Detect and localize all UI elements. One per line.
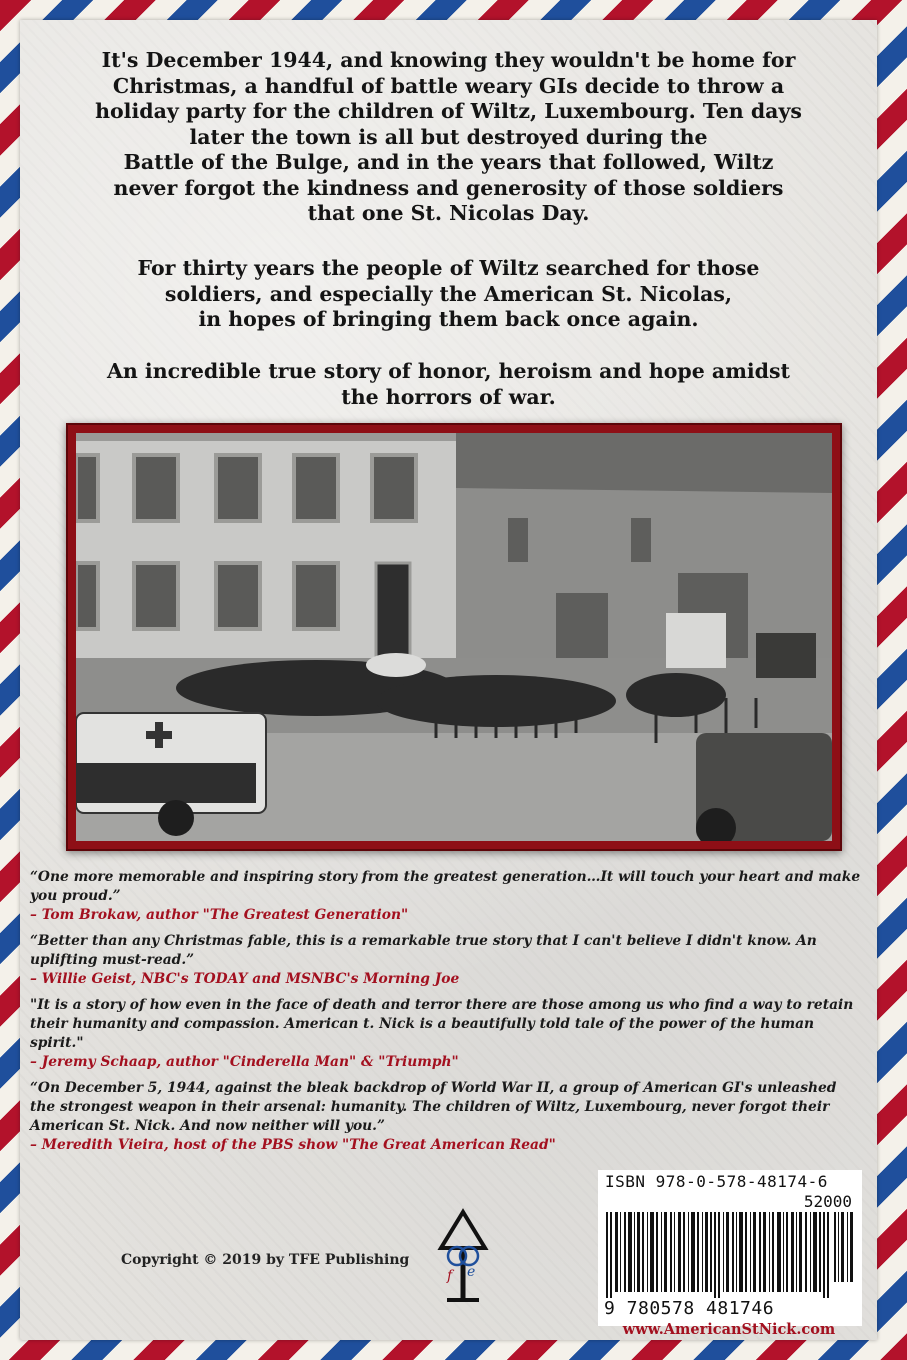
testimonial-1 [30, 868, 865, 925]
quote-attribution: – Meredith Vieira, host of the PBS show "The Great American Read" [30, 1137, 556, 1153]
blurb-line: An incredible true story of honor, heroism and hope amidst [106, 359, 791, 383]
copyright-notice: Copyright © 2019 by TFE Publishing [121, 1252, 410, 1268]
blurb-line: Christmas, a handful of battle weary GIs decide to throw a [112, 73, 785, 98]
back-cover-panel [20, 20, 877, 1340]
blurb-paragraph-2 [20, 256, 877, 333]
testimonials [30, 868, 865, 1162]
barcode-number: 9 780578 481746 [604, 1298, 775, 1319]
blurb-line: the horrors of war. [341, 384, 556, 409]
blurb-line: in hopes of bringing them back once again. [198, 307, 699, 331]
blurb-line: It's December 1944, and knowing they wouldn't be home for [101, 48, 796, 72]
testimonial-3 [30, 996, 865, 1072]
quote-attribution: – Willie Geist, NBC's TODAY and MSNBC's Morning Joe [30, 971, 460, 987]
testimonial-2 [30, 932, 865, 989]
blurb-line: For thirty years the people of Wiltz searched for those [137, 256, 760, 280]
publisher-logo-icon [433, 1208, 493, 1308]
blurb-line: that one St. Nicolas Day. [307, 201, 590, 225]
quote-text: “One more memorable and inspiring story from the greatest generation…It will touch your heart and make you proud.” [30, 869, 861, 904]
price-code: 52000 [803, 1192, 852, 1211]
blurb-paragraph-3 [20, 359, 877, 410]
blurb-line: Battle of the Bulge, and in the years that followed, Wiltz [123, 150, 774, 174]
photo-frame [66, 423, 842, 851]
testimonial-4 [30, 1079, 865, 1155]
blurb-line: later the town is all but destroyed during the [189, 124, 708, 149]
quote-text: "It is a story of how even in the face of death and terror there are those among us who find a way to retain their humanity and compassion. American t. Nick is a beautifully told tale of the power of the human spirit." [30, 997, 854, 1051]
blurb-paragraph-1 [20, 48, 877, 227]
blurb-line: soldiers, and especially the American St. Nicolas, [164, 281, 733, 306]
quote-attribution: – Jeremy Schaap, author "Cinderella Man" & "Triumph" [30, 1054, 459, 1070]
website-url[interactable]: www.AmericanStNick.com [622, 1321, 836, 1338]
historical-photo [76, 433, 832, 841]
historical-photo-icon [76, 433, 832, 841]
quote-attribution: – Tom Brokaw, author "The Greatest Generation" [30, 907, 409, 923]
blurb-line: never forgot the kindness and generosity of those soldiers [113, 175, 784, 200]
svg-text:f: f [447, 1268, 453, 1284]
blurb-line: holiday party for the children of Wiltz, Luxembourg. Ten days [95, 99, 802, 123]
quote-text: “Better than any Christmas fable, this is a remarkable true story that I can't believe I didn't know. An uplifting must-read.” [30, 933, 817, 968]
isbn-label: ISBN 978-0-578-48174-6 [605, 1172, 828, 1191]
isbn-barcode [598, 1170, 862, 1326]
quote-text: “On December 5, 1944, against the bleak backdrop of World War II, a group of American GI's unleashed the strongest weapon in their arsenal: humanity. The children of Wiltz, Luxembourg, never forgot their American St. Nick. And now neither will you.” [30, 1080, 837, 1134]
svg-text:e: e [467, 1264, 476, 1280]
barcode-bars-icon [604, 1212, 856, 1298]
